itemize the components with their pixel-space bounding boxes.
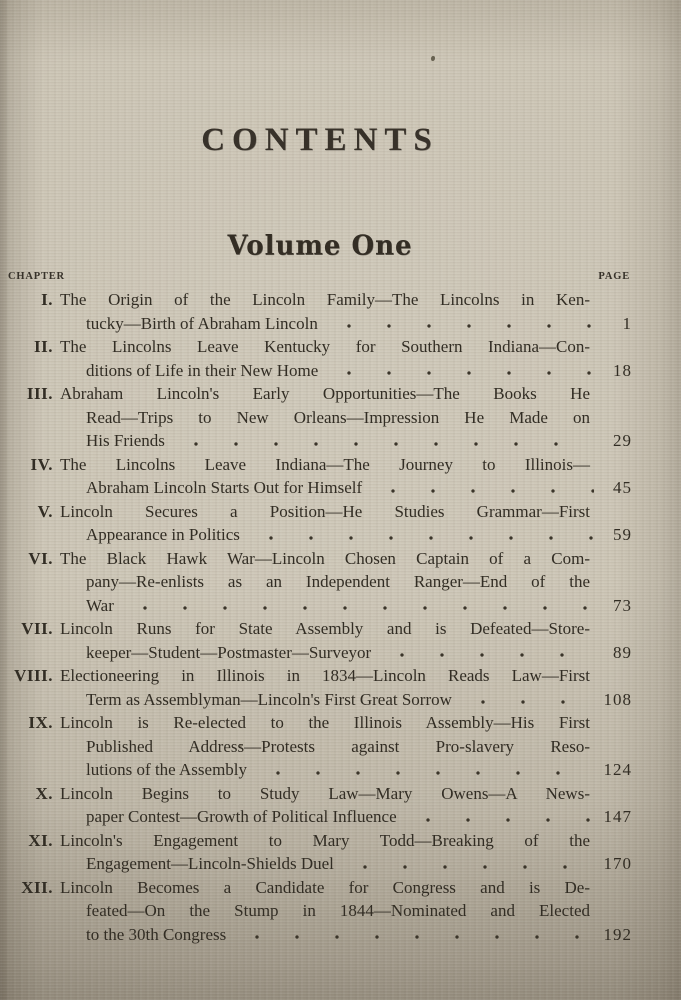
chapter-title-line-text: to the 30th Congress (86, 924, 227, 944)
chapter-title-line (60, 852, 632, 876)
chapter-title-line: Lincoln Begins to Study Law—Mary Owens—A News- (60, 783, 590, 803)
chapter-numeral: VIII. (14, 666, 53, 685)
chapter-title-line (60, 688, 632, 712)
chapter-numeral: XI. (28, 830, 53, 850)
chapter-title-line: Lincoln Becomes a Candidate for Congress and is De- (60, 877, 590, 897)
chapter-title-line: feated—On the Stump in 1844—Nominated and Elected (86, 901, 590, 920)
chapter-title-line-text: His Friends (86, 431, 165, 450)
chapter-title-line (60, 523, 632, 547)
page-number: 18 (613, 360, 632, 380)
chapter-numeral: X. (35, 783, 53, 803)
toc-entry (0, 876, 632, 947)
chapter-column-label: CHAPTER (8, 271, 65, 282)
chapter-numeral: II. (34, 337, 53, 356)
chapter-title-line-text: lutions of the Assembly (86, 760, 248, 779)
chapter-numeral: I. (41, 290, 53, 309)
chapter-title-line-text: keeper—Student—Postmaster—Surveyor (86, 642, 372, 662)
chapter-numeral: XII. (21, 877, 53, 897)
toc-entry (0, 711, 632, 782)
toc-entry (0, 335, 632, 382)
page-number: 59 (613, 525, 632, 544)
chapter-title-line-text: Term as Assemblyman—Lincoln's First Great Sorrow (86, 689, 452, 709)
paper-speck (431, 56, 435, 61)
chapter-title-line-text: ditions of Life in their New Home (86, 360, 319, 380)
chapter-title-line: Published Address—Protests against Pro-slavery Reso- (86, 736, 590, 756)
chapter-title-line: Lincoln is Re-elected to the Illinois Assembly—His First (60, 713, 590, 732)
toc-entry (0, 782, 632, 829)
chapter-numeral: IX. (28, 713, 53, 732)
chapter-title-line (60, 312, 632, 336)
toc-entry (0, 453, 632, 500)
chapter-title-line: pany—Re-enlists as an Independent Ranger—End of the (86, 572, 590, 591)
dot-leader (114, 594, 594, 618)
toc-entry (0, 500, 632, 547)
volume-heading: Volume One (227, 230, 413, 262)
chapter-numeral: III. (26, 384, 53, 403)
toc-entry (0, 664, 632, 711)
dot-leader (247, 758, 594, 782)
chapter-title-line (60, 805, 632, 829)
dot-leader (334, 852, 594, 876)
dot-leader (452, 688, 594, 712)
page-number: 147 (603, 807, 632, 826)
page-number: 124 (603, 760, 632, 779)
dot-leader (226, 923, 594, 947)
chapter-numeral: IV. (30, 454, 53, 474)
chapter-title-line: The Black Hawk War—Lincoln Chosen Captain of a Com- (60, 548, 590, 568)
chapter-title-line (60, 923, 632, 947)
toc-entry (0, 382, 632, 453)
dot-leader (397, 805, 594, 829)
chapter-title-line: Lincoln Runs for State Assembly and is Defeated—Store- (60, 619, 590, 638)
dot-leader (318, 359, 594, 383)
column-labels (8, 271, 630, 282)
chapter-title-line: Electioneering in Illinois in 1834—Lincoln Reads Law—First (60, 666, 590, 685)
toc-entry (0, 288, 632, 335)
chapter-title-line: The Lincolns Leave Indiana—The Journey to Illinois— (60, 454, 590, 474)
toc-list (0, 288, 632, 946)
chapter-title-line (60, 429, 632, 453)
dot-leader (371, 641, 594, 665)
page-number: 1 (622, 313, 632, 333)
chapter-numeral: VII. (21, 619, 53, 638)
chapter-title-line-text: Engagement—Lincoln-Shields Duel (86, 854, 334, 873)
chapter-title-line (60, 359, 632, 383)
page-number: 45 (613, 478, 632, 497)
chapter-title-line (60, 476, 632, 500)
chapter-title-line: Lincoln Secures a Position—He Studies Grammar—First (60, 501, 590, 521)
chapter-title-line-text: Abraham Lincoln Starts Out for Himself (86, 478, 363, 497)
toc-entry (0, 547, 632, 618)
chapter-numeral: VI. (28, 548, 53, 568)
dot-leader (165, 429, 594, 453)
chapter-title-line: The Lincolns Leave Kentucky for Southern Indiana—Con- (60, 337, 590, 356)
page-number: 108 (603, 689, 632, 709)
chapter-title-line: Abraham Lincoln's Early Opportunities—The Books He (60, 384, 590, 403)
chapter-title-line: Read—Trips to New Orleans—Impression He Made on (86, 407, 590, 427)
page-title: CONTENTS (201, 122, 439, 158)
page-number: 29 (613, 431, 632, 450)
dot-leader (240, 523, 594, 547)
dot-leader (362, 476, 594, 500)
page-column-label: PAGE (598, 271, 630, 282)
page-number: 170 (603, 854, 632, 873)
page-number: 192 (603, 924, 632, 944)
toc-entry (0, 617, 632, 664)
chapter-title-line-text: paper Contest—Growth of Political Influence (86, 807, 397, 826)
chapter-title-line: The Origin of the Lincoln Family—The Lincolns in Ken- (60, 290, 590, 309)
chapter-title-line (60, 758, 632, 782)
toc-entry (0, 829, 632, 876)
page-number: 89 (613, 642, 632, 662)
chapter-title-line-text: Appearance in Politics (86, 525, 240, 544)
chapter-title-line-text: tucky—Birth of Abraham Lincoln (86, 313, 318, 333)
chapter-title-line (60, 641, 632, 665)
chapter-title-line: Lincoln's Engagement to Mary Todd—Breaking of the (60, 830, 590, 850)
chapter-title-line-text: War (86, 595, 114, 615)
page-number: 73 (613, 595, 632, 615)
chapter-title-line (60, 594, 632, 618)
dot-leader (318, 312, 594, 336)
chapter-numeral: V. (37, 501, 53, 521)
